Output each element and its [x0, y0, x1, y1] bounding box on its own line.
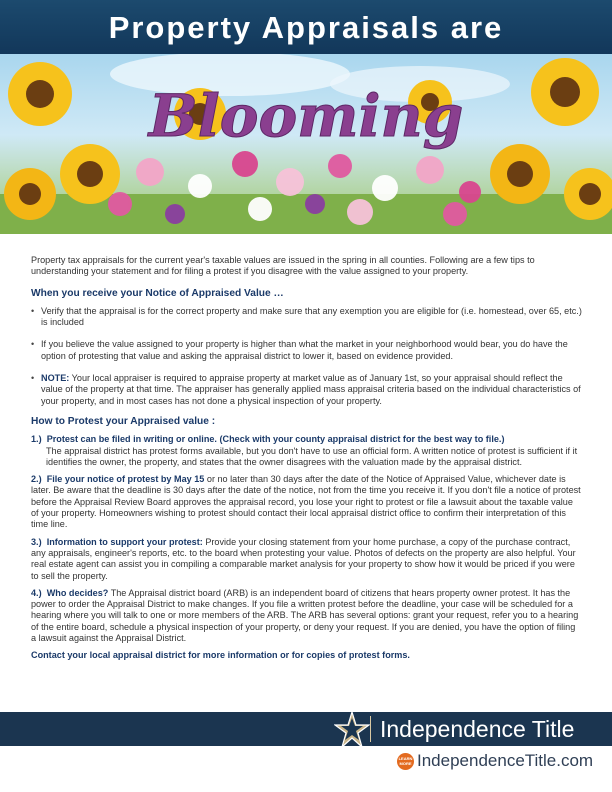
list-item [31, 373, 582, 407]
article-body [31, 255, 582, 662]
flower-field-illustration [0, 54, 612, 234]
star-logo-icon [334, 710, 370, 750]
hero-script-word: Blooming [148, 82, 464, 150]
step-number: 4.) [31, 587, 42, 598]
step-number: 1.) [31, 434, 42, 445]
step-text: The appraisal district has protest forms available, but you don't have to use an official form. A written notice of protest is sufficient if it identifies the owner, the property, and states that the owner disagrees with the valuation made by the appraisal district. [46, 445, 578, 467]
step-number: 3.) [31, 536, 42, 547]
page-title: Property Appraisals are [108, 10, 504, 45]
brand-name: Independence Title [380, 716, 575, 742]
protest-step-1 [31, 434, 582, 468]
list-item: • Verify that the appraisal is for the correct property and make sure that any exemption you are eligible for (i.e. homestead, over 65, etc.) is included [31, 306, 582, 329]
protest-step-4 [31, 588, 582, 644]
hero-banner-image [0, 54, 612, 234]
step-title: File your notice of protest by May 15 [46, 474, 205, 485]
step-text: or no later than 30 days after the date of the Notice of Appraised Value, whichever date is later. Be aware that the deadline is 30 days after the date of the notice, not from the time you receive it. If you don't file a notice of protest before the Appraisal Review Board approves the appraisal record, you lose your right to protest or file a lawsuit about the taxable value of your property. Homeowners wishing to protest should contact their local appraisal district office to confirm their interpretation of this time line. [31, 474, 581, 530]
step-text: Provide your closing statement from your home purchase, a copy of the purchase contract, any appraisals, engineer's reports, etc. to the board when protesting your value. Photos of defects on the property are also helpful. Your real estate agent can assist you in compiling a comparable market analysis for your property to show how it would be priced if you were to sell the property. [31, 536, 576, 581]
step-text: The Appraisal district board (ARB) is an independent board of citizens that hears property owner protest. It has the power to order the Appraisal District to make changes. If you file a written protest before the deadline, your case will be scheduled for a hearing where you will talk to one or more members of the ARB. The ARB has several options: grant your request, refer you to a hearing of the entire board, schedule a physical inspection of your property, or deny your request. If you are denied, you have the option of filing a lawsuit against the Appraisal District. [31, 587, 579, 644]
brand-divider [370, 716, 371, 742]
step-title: Information to support your protest: [46, 536, 203, 547]
note-label: NOTE: [41, 373, 70, 384]
intro-paragraph: Property tax appraisals for the current year's taxable values are issued in the spring in all counties. Following are a few tips to understanding your statement and for filing a protest if you disagree with the value assigned to your property. [31, 255, 535, 277]
notice-bullet-list [31, 306, 582, 407]
list-item: • If you believe the value assigned to your property is higher than what the market in your neighborhood would bear, you do have the option of protesting that value and asking the appraisal district to lower it, based on evidence provided. [31, 339, 582, 362]
protest-step-2 [31, 474, 582, 530]
step-title: Who decides? [46, 587, 109, 598]
learn-more-badge[interactable]: LEARN MORE [397, 753, 414, 770]
note-text: Your local appraiser is required to appraise property at market value as of January 1st, so your appraisal should reflect the value of the property at that time. The appraiser has generally applied mass appraisal criteria based on the individual characteristics of your property, and in most cases has not done a physical inspection of your property. [41, 373, 581, 406]
notice-heading: When you receive your Notice of Appraised Value … [31, 287, 284, 299]
contact-note: Contact your local appraisal district for more information or for copies of protest forms. [31, 650, 410, 661]
website-link[interactable]: IndependenceTitle.com [417, 751, 594, 770]
step-number: 2.) [31, 474, 42, 485]
protest-step-3 [31, 537, 582, 582]
protest-heading: How to Protest your Appraised value : [31, 415, 216, 427]
step-title: Protest can be filed in writing or online. (Check with your county appraisal district for the best way to file.) [46, 434, 505, 445]
